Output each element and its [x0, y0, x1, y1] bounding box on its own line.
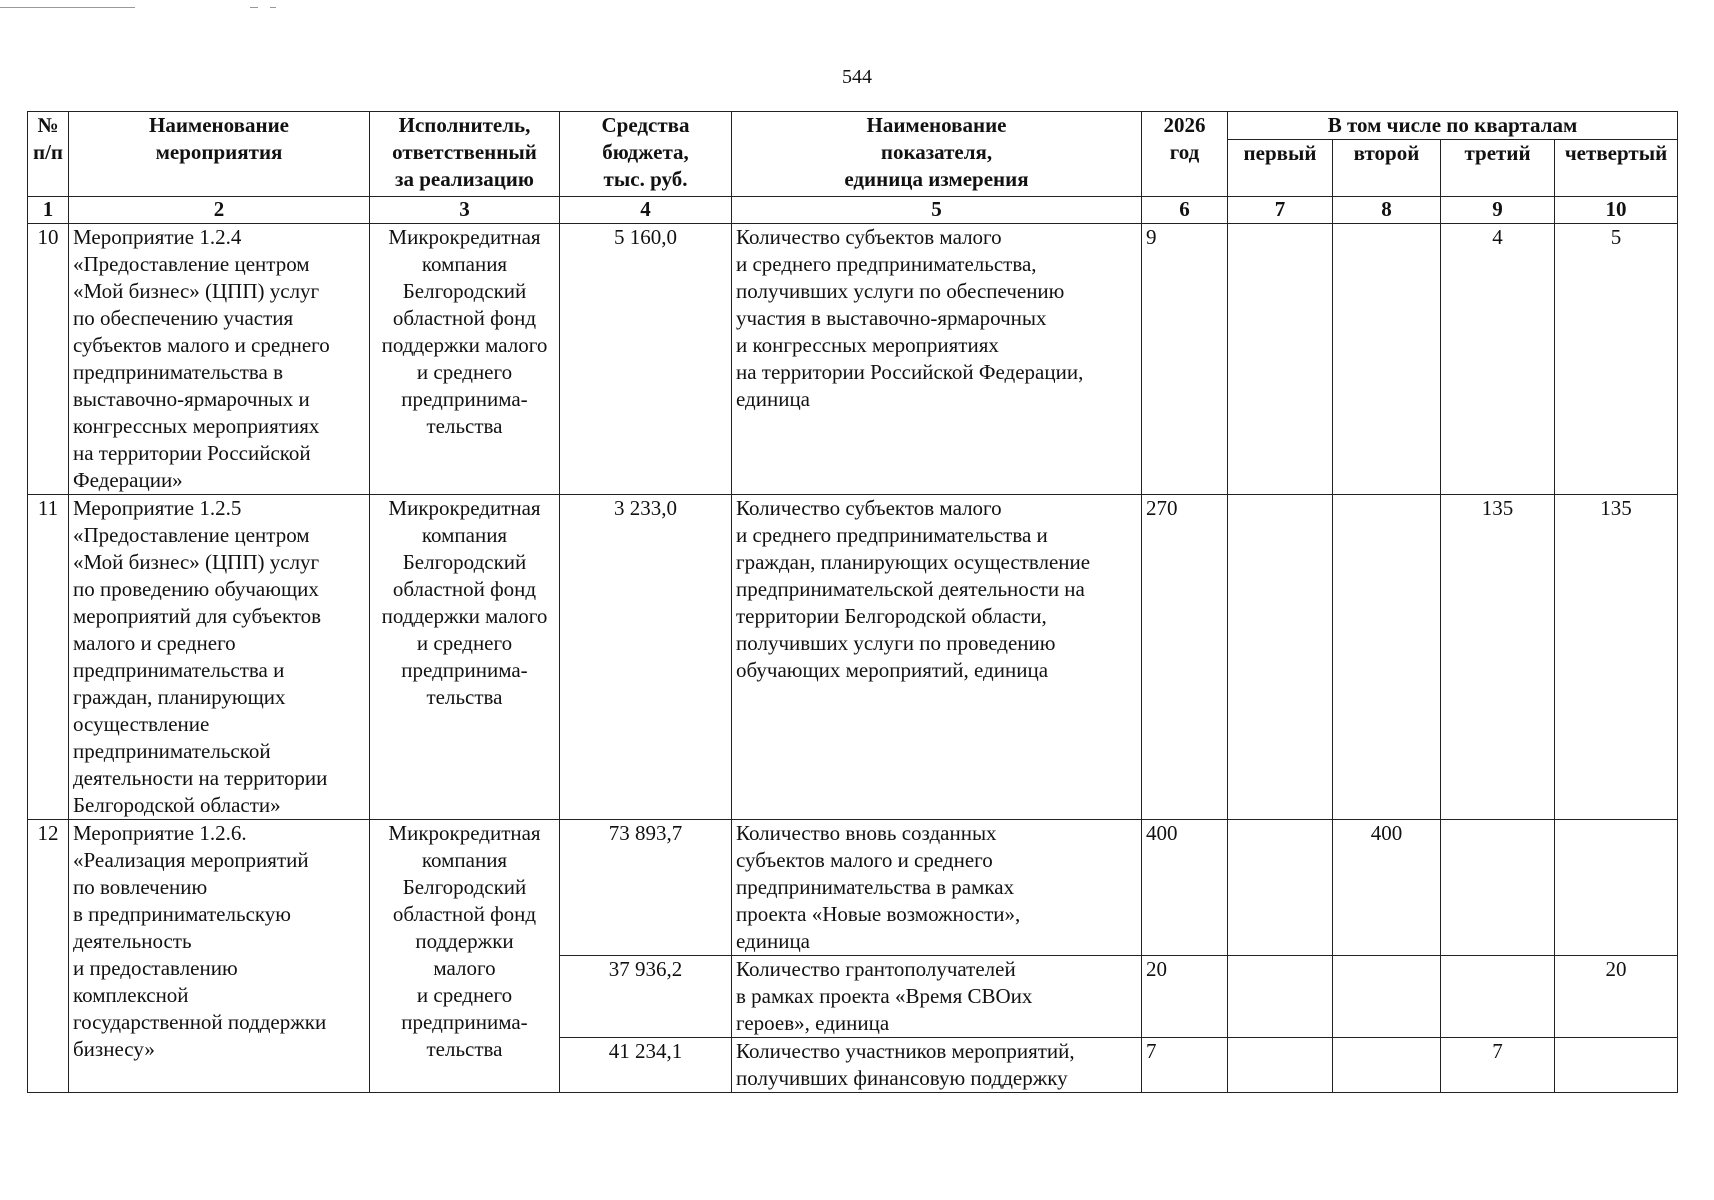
header-row-top	[28, 112, 1678, 140]
quarter-3-value: 135	[1441, 495, 1555, 820]
header-year: 2026 год	[1142, 112, 1228, 197]
column-number: 6	[1142, 197, 1228, 224]
quarter-4-value: 5	[1555, 224, 1678, 495]
header-budget: Средства бюджета, тыс. руб.	[560, 112, 732, 197]
quarter-3-value	[1441, 820, 1555, 956]
quarter-4-value: 135	[1555, 495, 1678, 820]
activity-name: Мероприятие 1.2.4 «Предоставление центром «Мой бизнес» (ЦПП) услуг по обеспечению участия субъектов малого и среднего предпринимательства в выставочно-ярмарочных и конгрессных мероприятиях на территории Российской Федерации»	[69, 224, 370, 495]
budget-amount: 5 160,0	[560, 224, 732, 495]
year-value: 400	[1142, 820, 1228, 956]
header-executor: Исполнитель, ответственный за реализацию	[370, 112, 560, 197]
quarter-2-value	[1333, 495, 1441, 820]
executor: Микрокредитная компания Белгородский областной фонд поддержки малого и среднего предпринима- тельства	[370, 820, 560, 1093]
column-number: 2	[69, 197, 370, 224]
column-number: 9	[1441, 197, 1555, 224]
column-number: 5	[732, 197, 1142, 224]
year-value: 7	[1142, 1038, 1228, 1093]
table-row	[28, 495, 1678, 820]
header-num: № п/п	[28, 112, 69, 197]
column-number: 8	[1333, 197, 1441, 224]
quarter-2-value	[1333, 1038, 1441, 1093]
activities-table	[27, 111, 1678, 1093]
indicator-name: Количество участников мероприятий, получивших финансовую поддержку	[732, 1038, 1142, 1093]
table-row	[28, 820, 1678, 956]
row-number: 10	[28, 224, 69, 495]
quarter-1-value	[1228, 495, 1333, 820]
header-indicator: Наименование показателя, единица измерения	[732, 112, 1142, 197]
column-number: 10	[1555, 197, 1678, 224]
scan-mark-dash	[250, 7, 258, 8]
year-value: 270	[1142, 495, 1228, 820]
quarter-4-value	[1555, 1038, 1678, 1093]
column-number: 4	[560, 197, 732, 224]
activity-name: Мероприятие 1.2.6. «Реализация мероприятий по вовлечению в предпринимательскую деятельность и предоставлению комплексной государственной поддержки бизнесу»	[69, 820, 370, 1093]
header-quarters-group: В том числе по кварталам	[1228, 112, 1678, 140]
budget-amount: 37 936,2	[560, 956, 732, 1038]
budget-amount: 3 233,0	[560, 495, 732, 820]
indicator-name: Количество грантополучателей в рамках проекта «Время СВОих героев», единица	[732, 956, 1142, 1038]
row-number: 11	[28, 495, 69, 820]
quarter-1-value	[1228, 1038, 1333, 1093]
scan-mark-line	[0, 7, 135, 8]
header-q3: третий	[1441, 140, 1555, 197]
indicator-name: Количество субъектов малого и среднего предпринимательства, получивших услуги по обеспечению участия в выставочно-ярмарочных и конгрессных мероприятиях на территории Российской Федерации, единица	[732, 224, 1142, 495]
header-q4: четвертый	[1555, 140, 1678, 197]
budget-amount: 73 893,7	[560, 820, 732, 956]
header-q1: первый	[1228, 140, 1333, 197]
quarter-1-value	[1228, 820, 1333, 956]
executor: Микрокредитная компания Белгородский областной фонд поддержки малого и среднего предпринима- тельства	[370, 224, 560, 495]
quarter-4-value: 20	[1555, 956, 1678, 1038]
quarter-2-value: 400	[1333, 820, 1441, 956]
budget-amount: 41 234,1	[560, 1038, 732, 1093]
indicator-name: Количество вновь созданных субъектов малого и среднего предпринимательства в рамках проекта «Новые возможности», единица	[732, 820, 1142, 956]
year-value: 9	[1142, 224, 1228, 495]
quarter-3-value: 7	[1441, 1038, 1555, 1093]
quarter-3-value: 4	[1441, 224, 1555, 495]
table-row	[28, 224, 1678, 495]
column-number: 7	[1228, 197, 1333, 224]
quarter-2-value	[1333, 224, 1441, 495]
executor: Микрокредитная компания Белгородский областной фонд поддержки малого и среднего предпринима- тельства	[370, 495, 560, 820]
scan-mark-dash	[270, 7, 276, 8]
quarter-3-value	[1441, 956, 1555, 1038]
page-number: 544	[842, 66, 872, 88]
activity-name: Мероприятие 1.2.5 «Предоставление центром «Мой бизнес» (ЦПП) услуг по проведению обучающих мероприятий для субъектов малого и среднего предпринимательства и граждан, планирующих осуществление предпринимательской деятельности на территории Белгородской области»	[69, 495, 370, 820]
quarter-1-value	[1228, 956, 1333, 1038]
quarter-4-value	[1555, 820, 1678, 956]
quarter-2-value	[1333, 956, 1441, 1038]
column-numbers-row	[28, 197, 1678, 224]
quarter-1-value	[1228, 224, 1333, 495]
column-number: 3	[370, 197, 560, 224]
header-q2: второй	[1333, 140, 1441, 197]
header-name: Наименование мероприятия	[69, 112, 370, 197]
row-number: 12	[28, 820, 69, 1093]
year-value: 20	[1142, 956, 1228, 1038]
column-number: 1	[28, 197, 69, 224]
indicator-name: Количество субъектов малого и среднего предпринимательства и граждан, планирующих осуществление предпринимательской деятельности на территории Белгородской области, получивших услуги по проведению обучающих мероприятий, единица	[732, 495, 1142, 820]
